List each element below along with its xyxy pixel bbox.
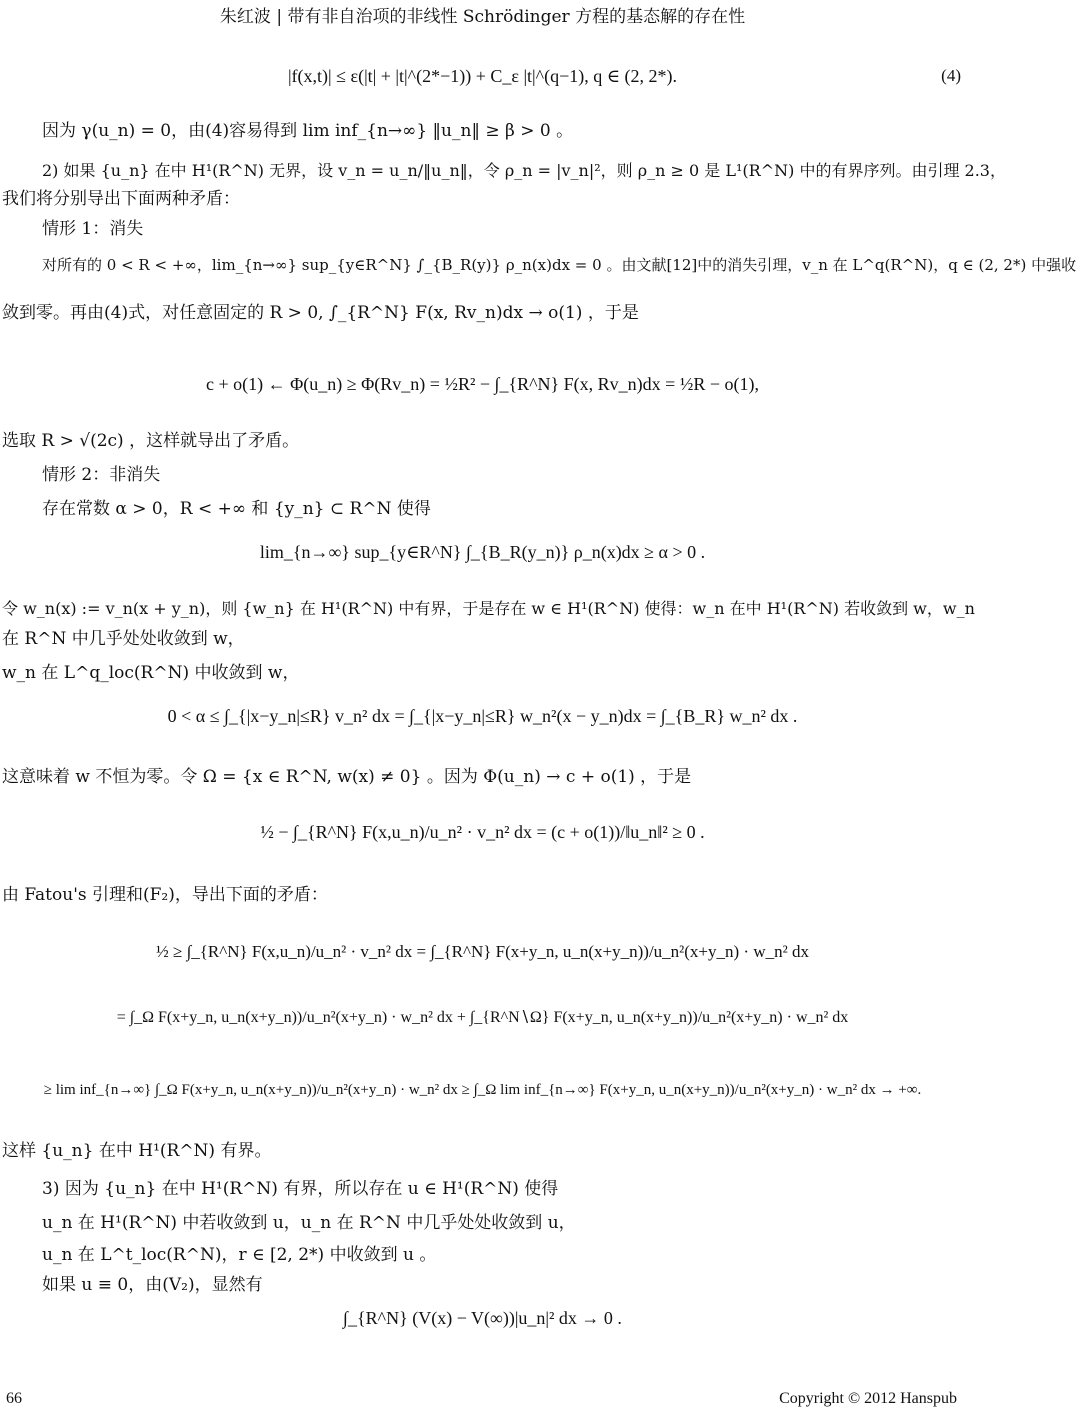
bounded-conclusion: 这样 {u_n} 在中 H¹(R^N) 有界。 — [2, 1141, 272, 1161]
copyright-notice: Copyright © 2012 Hanspub — [779, 1390, 957, 1407]
paragraph-3-line-2: u_n 在 H¹(R^N) 中若收敛到 u，u_n 在 R^N 中几乎处处收敛到 u， — [42, 1213, 576, 1233]
equation-half: ½ − ∫_{R^N} F(x,u_n)/u_n² · v_n² dx = (c + o(1))/‖u_n‖² ≥ 0 . — [260, 822, 705, 842]
page-number: 66 — [6, 1390, 22, 1407]
equation-number-4: (4) — [941, 66, 961, 85]
case-2-title: 情形 2：非消失 — [42, 465, 161, 485]
paragraph-3-line-1: 3) 因为 {u_n} 在中 H¹(R^N) 有界，所以存在 u ∈ H¹(R^N) 使得 — [42, 1179, 559, 1199]
w-definition-line-3: w_n 在 L^q_loc(R^N) 中收敛到 w， — [2, 663, 300, 683]
case-2-text: 存在常数 α > 0，R < +∞ 和 {y_n} ⊂ R^N 使得 — [42, 499, 431, 519]
equation-fatou-line-2: = ∫_Ω F(x+y_n, u_n(x+y_n))/u_n²(x+y_n) · w_n² dx + ∫_{R^N∖Ω} F(x+y_n, u_n(x+y_n))/u_n²(x+y_n) · w_n² dx — [116, 1009, 849, 1026]
paragraph-2-line-1: 2) 如果 {u_n} 在中 H¹(R^N) 无界，设 v_n = u_n/‖u_n‖，令 ρ_n = |v_n|²，则 ρ_n ≥ 0 是 L¹(R^N) 中的有界序列。由引理 2.3， — [42, 161, 1006, 180]
case-1-text-line-2: 敛到零。再由(4)式，对任意固定的 R > 0, ∫_{R^N} F(x, Rv_n)dx → o(1) ，于是 — [2, 303, 639, 323]
paragraph-3-line-3: u_n 在 L^t_loc(R^N)，r ∈ [2, 2*) 中收敛到 u 。 — [42, 1245, 437, 1265]
paragraph-3-line-4: 如果 u ≡ 0，由(V₂)，显然有 — [42, 1275, 263, 1295]
w-definition-line-2: 在 R^N 中几乎处处收敛到 w， — [2, 629, 245, 649]
equation-4: |f(x,t)| ≤ ε(|t| + |t|^(2*−1)) + C_ε |t|^(q−1), q ∈ (2, 2*). — [287, 66, 678, 86]
paragraph-gamma: 因为 γ(u_n) = 0，由(4)容易得到 lim inf_{n→∞} ‖u_n‖ ≥ β > 0 。 — [42, 121, 574, 141]
case-1-conclusion: 选取 R > √(2c) ，这样就导出了矛盾。 — [2, 431, 300, 451]
equation-fatou-line-3: ≥ lim inf_{n→∞} ∫_Ω F(x+y_n, u_n(x+y_n))/u_n²(x+y_n) · w_n² dx ≥ ∫_Ω lim inf_{n→∞} F(x+y_n, u_n(x+y_n))/u_n²(x+y_n) · w_n² dx → +∞. — [43, 1082, 922, 1098]
equation-fatou-line-1: ½ ≥ ∫_{R^N} F(x,u_n)/u_n² · v_n² dx = ∫_{R^N} F(x+y_n, u_n(x+y_n))/u_n²(x+y_n) · w_n² dx — [156, 942, 809, 961]
w-definition-line-1: 令 w_n(x) := v_n(x + y_n)，则 {w_n} 在 H¹(R^N) 中有界，于是存在 w ∈ H¹(R^N) 使得：w_n 在中 H¹(R^N) 若收敛到 w，w_n — [2, 599, 975, 618]
equation-case-1: c + o(1) ← Φ(u_n) ≥ Φ(Rv_n) = ½R² − ∫_{R^N} F(x, Rv_n)dx = ½R − o(1), — [206, 374, 759, 394]
paragraph-2-line-2: 我们将分别导出下面两种矛盾： — [2, 189, 240, 209]
omega-definition: 这意味着 w 不恒为零。令 Ω = {x ∈ R^N, w(x) ≠ 0} 。因为 Φ(u_n) → c + o(1) ，于是 — [2, 767, 692, 787]
equation-last: ∫_{R^N} (V(x) − V(∞))|u_n|² dx → 0 . — [343, 1308, 622, 1328]
case-1-text-line-1: 对所有的 0 < R < +∞，lim_{n→∞} sup_{y∈R^N} ∫_{B_R(y)} ρ_n(x)dx = 0 。由文献[12]中的消失引理，v_n 在 L^q(R^N)，q ∈ (2, 2*) 中强收 — [42, 256, 1076, 274]
equation-alpha: 0 < α ≤ ∫_{|x−y_n|≤R} v_n² dx = ∫_{|x−y_n|≤R} w_n²(x − y_n)dx = ∫_{B_R} w_n² dx . — [167, 706, 798, 726]
case-1-title: 情形 1：消失 — [42, 219, 144, 239]
running-header: 朱红波 | 带有非自治项的非线性 Schrödinger 方程的基态解的存在性 — [219, 7, 746, 27]
fatou-text: 由 Fatou's 引理和(F₂)，导出下面的矛盾： — [2, 885, 328, 905]
equation-case-2: lim_{n→∞} sup_{y∈R^N} ∫_{B_R(y_n)} ρ_n(x)dx ≥ α > 0 . — [259, 542, 706, 562]
